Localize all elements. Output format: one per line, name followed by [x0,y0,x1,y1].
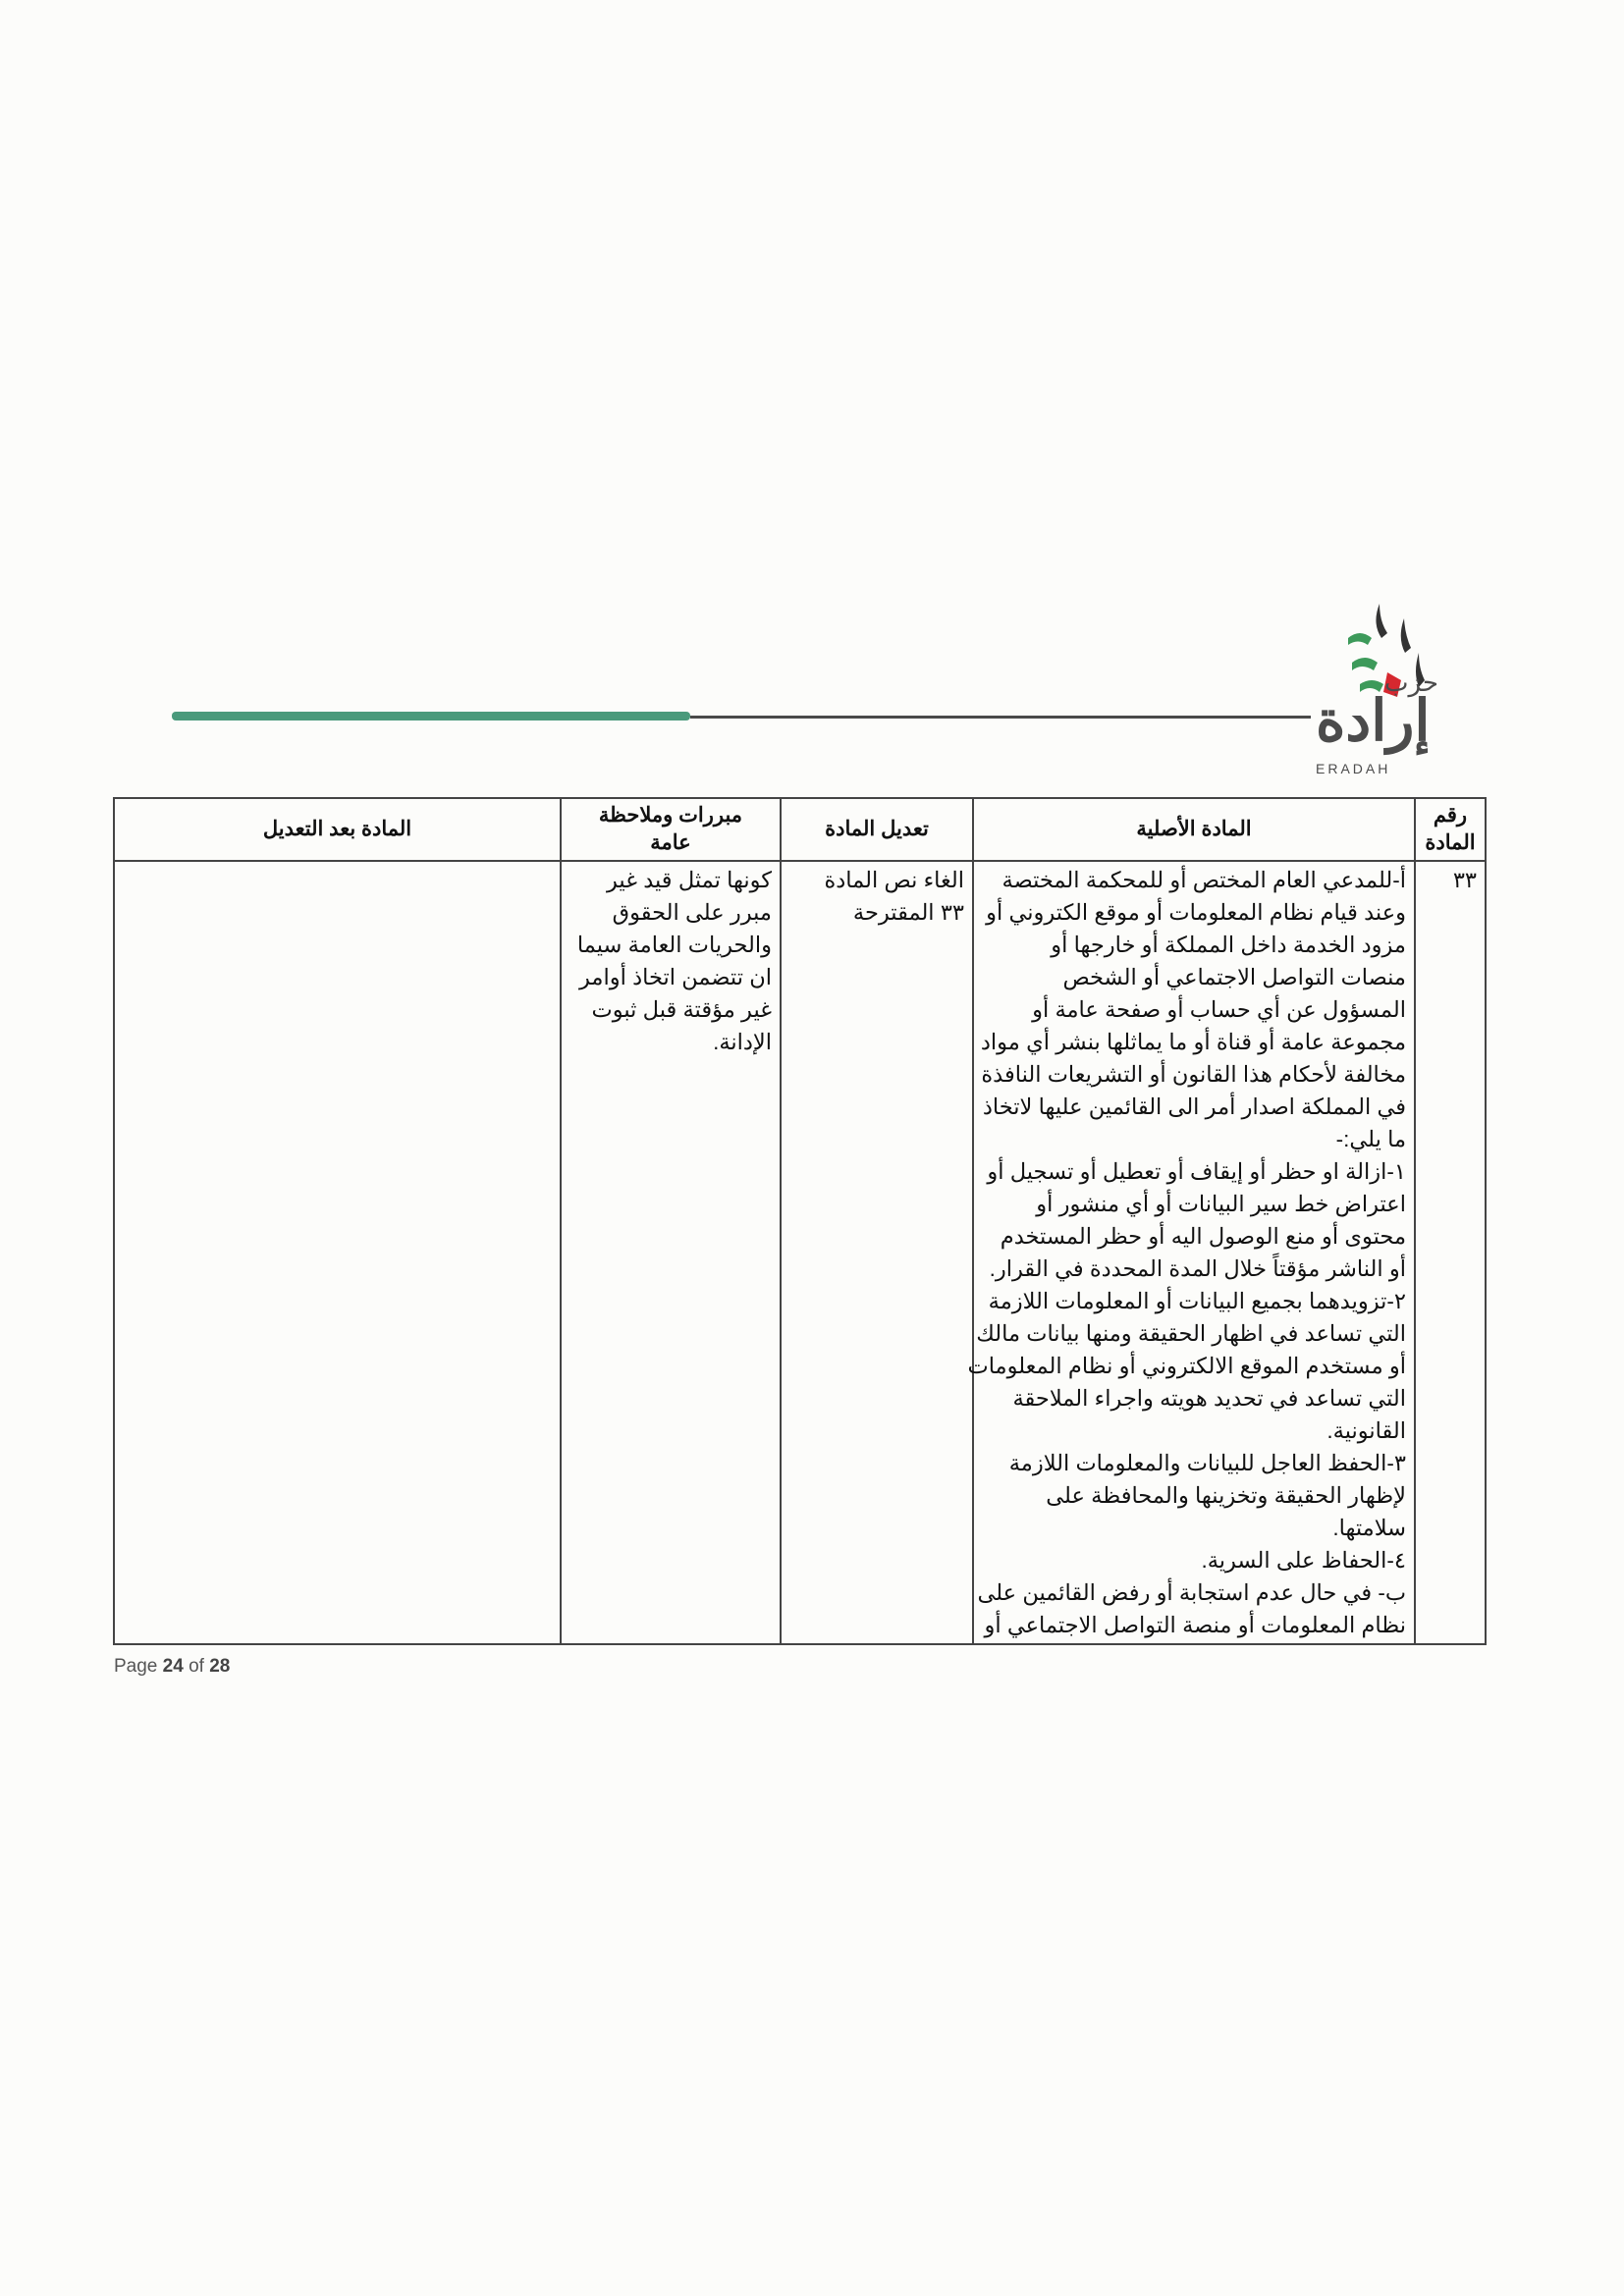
text-line: وعند قيام نظام المعلومات أو موقع الكتروني أو [986,900,1406,925]
cell-justification [561,861,781,1644]
text-line: منصات التواصل الاجتماعي أو الشخص [1062,965,1406,989]
page-number: Page 24 of 28 [114,1656,231,1677]
text-line: التي تساعد في اظهار الحقيقة ومنها بيانات مالك [976,1321,1406,1346]
logo-hizb-text: حزب [1384,667,1438,697]
text-line: ١-ازالة او حظر أو إيقاف أو تعطيل أو تسجيل أو [987,1159,1406,1184]
text-line: مجموعة عامة أو قناة أو ما يماثلها بنشر أي مواد [980,1030,1406,1054]
table-header-row [114,798,1486,861]
text-line: محتوى أو منع الوصول اليه أو حظر المستخدم [1000,1224,1406,1249]
text-line: التي تساعد في تحديد هويته واجراء الملاحقة [1012,1386,1406,1411]
text-line: المسؤول عن أي حساب أو صفحة عامة أو [1032,997,1406,1022]
text-line: كونها تمثل قيد غير [606,868,772,892]
text-line: أو مستخدم الموقع الالكتروني أو نظام المعلومات [967,1354,1406,1378]
logo-arabic-text: إرادة [1316,689,1431,753]
text-line: مبرر على الحقوق [612,900,772,925]
text-line: ٤-الحفاظ على السرية. [1201,1548,1406,1573]
text-line: والحريات العامة سيما [576,933,772,957]
header-accent-rule [172,712,690,721]
text-line: ما يلي:- [1335,1127,1406,1151]
text-line: أو الناشر مؤقتاً خلال المدة المحددة في القرار. [989,1256,1406,1281]
cell-number: ٣٣ [1415,861,1486,1644]
cell-original [967,861,1415,1644]
text-line: ٣-الحفظ العاجل للبيانات والمعلومات اللازمة [1008,1451,1406,1475]
col-header-justification: مبررات وملاحظة عامة [561,798,781,861]
col-header-original: المادة الأصلية [973,798,1415,861]
text-line: غير مؤقتة قبل ثبوت [591,997,772,1022]
text-line: أ-للمدعي العام المختص أو للمحكمة المختصة [1001,868,1406,892]
text-line: الإدانة. [713,1030,772,1054]
amendments-table [113,797,1487,1645]
text-line: مزود الخدمة داخل المملكة أو خارجها أو [1051,933,1406,957]
text-line: ب- في حال عدم استجابة أو رفض القائمين على [977,1580,1406,1605]
text-line: لإظهار الحقيقة وتخزينها والمحافظة على [1046,1483,1406,1508]
col-header-after-amendment: المادة بعد التعديل [114,798,561,861]
text-line: الغاء نص المادة [824,868,964,892]
col-header-number: رقم المادة [1415,798,1486,861]
cell-amendment [781,861,973,1644]
text-line: ان تتضمن اتخاذ أوامر [579,965,772,989]
text-line: القانونية. [1326,1418,1406,1443]
col-header-amendment: تعديل المادة [781,798,973,861]
text-line: ٢-تزويدهما بجميع البيانات أو المعلومات اللازمة [988,1289,1406,1313]
text-line: نظام المعلومات أو منصة التواصل الاجتماعي أو [984,1613,1406,1637]
logo-english-text: ERADAH [1316,761,1391,776]
text-line: سلامتها. [1332,1516,1406,1540]
text-line: اعتراض خط سير البيانات أو أي منشور أو [1036,1192,1406,1216]
text-line: في المملكة اصدار أمر الى القائمين عليها لاتخاذ [982,1095,1406,1119]
text-line: ٣٣ المقترحة [852,900,964,925]
cell-after-amendment [114,861,561,1644]
table-row [114,861,1486,1644]
header-divider-rule [690,716,1311,719]
text-line: مخالفة لأحكام هذا القانون أو التشريعات النافذة [981,1062,1406,1087]
